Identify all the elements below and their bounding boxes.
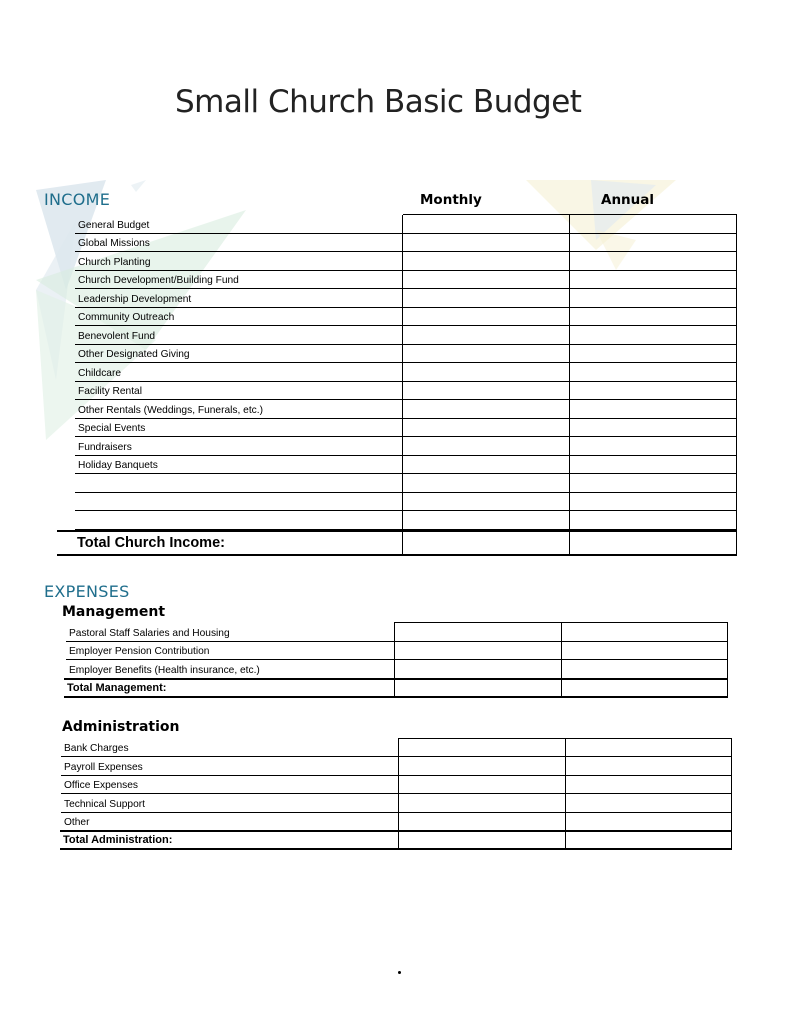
annual-input-cell[interactable] — [569, 289, 570, 307]
income-total-annual-cell[interactable] — [569, 532, 570, 554]
row-right-border — [736, 382, 737, 400]
administration-total-monthly-cell[interactable] — [398, 832, 399, 848]
annual-input-cell[interactable] — [569, 252, 570, 270]
income-row-label: Childcare — [78, 367, 122, 379]
income-row-label: Church Planting — [78, 256, 151, 268]
annual-input-cell[interactable] — [569, 511, 570, 529]
row-right-border — [731, 776, 732, 793]
income-row-label: Facility Rental — [78, 386, 142, 397]
annual-input-cell[interactable] — [569, 437, 570, 455]
income-total-monthly-cell[interactable] — [402, 532, 403, 554]
income-row-label: Church Development/Building Fund — [78, 275, 239, 286]
income-row — [75, 456, 737, 475]
administration-row — [61, 757, 732, 775]
annual-input-cell[interactable] — [569, 215, 570, 233]
income-row — [75, 419, 737, 438]
income-row — [75, 437, 737, 456]
administration-row — [61, 739, 732, 757]
monthly-input-cell[interactable] — [398, 813, 399, 830]
row-right-border — [736, 400, 737, 418]
administration-total-row — [60, 830, 732, 850]
management-total-row — [64, 678, 728, 698]
management-row-label: Pastoral Staff Salaries and Housing — [69, 627, 230, 639]
monthly-input-cell[interactable] — [402, 252, 403, 270]
monthly-input-cell[interactable] — [402, 326, 403, 344]
administration-row — [61, 813, 732, 831]
annual-input-cell[interactable] — [565, 813, 566, 830]
administration-row-label: Payroll Expenses — [64, 761, 143, 773]
management-total-monthly-cell[interactable] — [394, 680, 395, 696]
management-heading: Management — [62, 604, 166, 620]
annual-input-cell[interactable] — [569, 400, 570, 418]
income-total-row — [57, 530, 737, 556]
monthly-input-cell[interactable] — [398, 739, 399, 756]
monthly-input-cell[interactable] — [402, 400, 403, 418]
annual-input-cell[interactable] — [569, 382, 570, 400]
management-total-annual-cell[interactable] — [561, 680, 562, 696]
monthly-input-cell[interactable] — [394, 623, 395, 641]
annual-input-cell[interactable] — [569, 326, 570, 344]
income-row — [75, 400, 737, 419]
row-right-border — [731, 739, 732, 756]
monthly-input-cell[interactable] — [398, 776, 399, 793]
monthly-input-cell[interactable] — [394, 642, 395, 660]
annual-input-cell[interactable] — [565, 757, 566, 774]
annual-input-cell[interactable] — [569, 271, 570, 289]
income-total-right-border — [736, 532, 737, 554]
income-row-label: Holiday Banquets — [78, 460, 158, 471]
row-right-border — [736, 474, 737, 492]
income-row — [75, 493, 737, 512]
administration-total-annual-cell[interactable] — [565, 832, 566, 848]
row-right-border — [736, 456, 737, 474]
monthly-column-header: Monthly — [420, 192, 482, 208]
administration-row-label: Technical Support — [64, 798, 145, 810]
income-row-label: Other Designated Giving — [78, 349, 190, 360]
management-row-label: Employer Benefits (Health insurance, etc.) — [69, 664, 260, 676]
monthly-input-cell[interactable] — [402, 363, 403, 381]
annual-column-header: Annual — [601, 192, 655, 208]
row-right-border — [736, 234, 737, 252]
monthly-input-cell[interactable] — [402, 493, 403, 511]
monthly-input-cell[interactable] — [402, 419, 403, 437]
management-row — [66, 642, 728, 661]
administration-row-label: Bank Charges — [64, 743, 129, 755]
monthly-input-cell[interactable] — [402, 234, 403, 252]
management-row — [66, 660, 728, 679]
row-right-border — [731, 794, 732, 811]
annual-input-cell[interactable] — [569, 493, 570, 511]
annual-input-cell[interactable] — [565, 794, 566, 811]
row-right-border — [736, 363, 737, 381]
income-row — [75, 511, 737, 530]
income-row — [75, 326, 737, 345]
row-right-border — [736, 437, 737, 455]
row-right-border — [731, 813, 732, 830]
row-right-border — [736, 493, 737, 511]
administration-row-label: Office Expenses — [64, 780, 138, 792]
monthly-input-cell[interactable] — [402, 474, 403, 492]
monthly-input-cell[interactable] — [398, 757, 399, 774]
income-row — [75, 234, 737, 253]
monthly-input-cell[interactable] — [402, 511, 403, 529]
row-right-border — [727, 660, 728, 678]
row-right-border — [727, 642, 728, 660]
monthly-input-cell[interactable] — [398, 794, 399, 811]
monthly-input-cell[interactable] — [402, 215, 403, 233]
management-total-label: Total Management: — [67, 682, 167, 694]
annual-input-cell[interactable] — [569, 363, 570, 381]
annual-input-cell[interactable] — [569, 308, 570, 326]
income-row-label: General Budget — [78, 219, 150, 231]
management-row — [66, 623, 728, 642]
row-right-border — [727, 623, 728, 641]
income-row — [75, 382, 737, 401]
management-row-label: Employer Pension Contribution — [69, 646, 210, 657]
monthly-input-cell[interactable] — [402, 437, 403, 455]
monthly-input-cell[interactable] — [402, 271, 403, 289]
income-total-label: Total Church Income: — [77, 535, 225, 551]
monthly-input-cell[interactable] — [402, 289, 403, 307]
row-right-border — [736, 511, 737, 529]
administration-row-label: Other — [64, 816, 90, 828]
annual-input-cell[interactable] — [561, 660, 562, 678]
annual-input-cell[interactable] — [569, 419, 570, 437]
page-dot — [398, 971, 401, 974]
income-row-label: Global Missions — [78, 238, 150, 249]
administration-total-label: Total Administration: — [63, 834, 173, 846]
administration-total-right-border — [731, 832, 732, 848]
administration-row — [61, 794, 732, 812]
income-row — [75, 289, 737, 308]
row-right-border — [736, 308, 737, 326]
income-row — [75, 474, 737, 493]
annual-input-cell[interactable] — [569, 345, 570, 363]
income-row-label: Special Events — [78, 423, 146, 434]
management-total-right-border — [727, 680, 728, 696]
income-row-label: Fundraisers — [78, 441, 132, 453]
row-right-border — [736, 345, 737, 363]
administration-row — [61, 776, 732, 794]
annual-input-cell[interactable] — [561, 642, 562, 660]
row-right-border — [731, 757, 732, 774]
income-row — [75, 271, 737, 290]
income-row — [75, 308, 737, 327]
monthly-input-cell[interactable] — [394, 660, 395, 678]
expenses-section-heading: EXPENSES — [44, 582, 130, 601]
income-row-label: Community Outreach — [78, 312, 175, 323]
income-row — [75, 345, 737, 364]
income-row-label: Other Rentals (Weddings, Funerals, etc.) — [78, 404, 263, 416]
income-row — [75, 215, 737, 234]
annual-input-cell[interactable] — [569, 234, 570, 252]
row-right-border — [736, 215, 737, 233]
income-row-label: Benevolent Fund — [78, 330, 156, 342]
income-row — [75, 252, 737, 271]
annual-input-cell[interactable] — [569, 456, 570, 474]
monthly-input-cell[interactable] — [402, 382, 403, 400]
row-right-border — [736, 326, 737, 344]
page-title: Small Church Basic Budget — [175, 84, 582, 120]
monthly-input-cell[interactable] — [402, 308, 403, 326]
row-right-border — [736, 419, 737, 437]
monthly-input-cell[interactable] — [402, 345, 403, 363]
annual-input-cell[interactable] — [565, 739, 566, 756]
annual-input-cell[interactable] — [569, 474, 570, 492]
income-row-label: Leadership Development — [78, 293, 192, 305]
row-right-border — [736, 289, 737, 307]
annual-input-cell[interactable] — [561, 623, 562, 641]
row-right-border — [736, 252, 737, 270]
income-row — [75, 363, 737, 382]
row-right-border — [736, 271, 737, 289]
monthly-input-cell[interactable] — [402, 456, 403, 474]
administration-heading: Administration — [62, 719, 180, 735]
annual-input-cell[interactable] — [565, 776, 566, 793]
income-section-heading: INCOME — [44, 190, 111, 209]
